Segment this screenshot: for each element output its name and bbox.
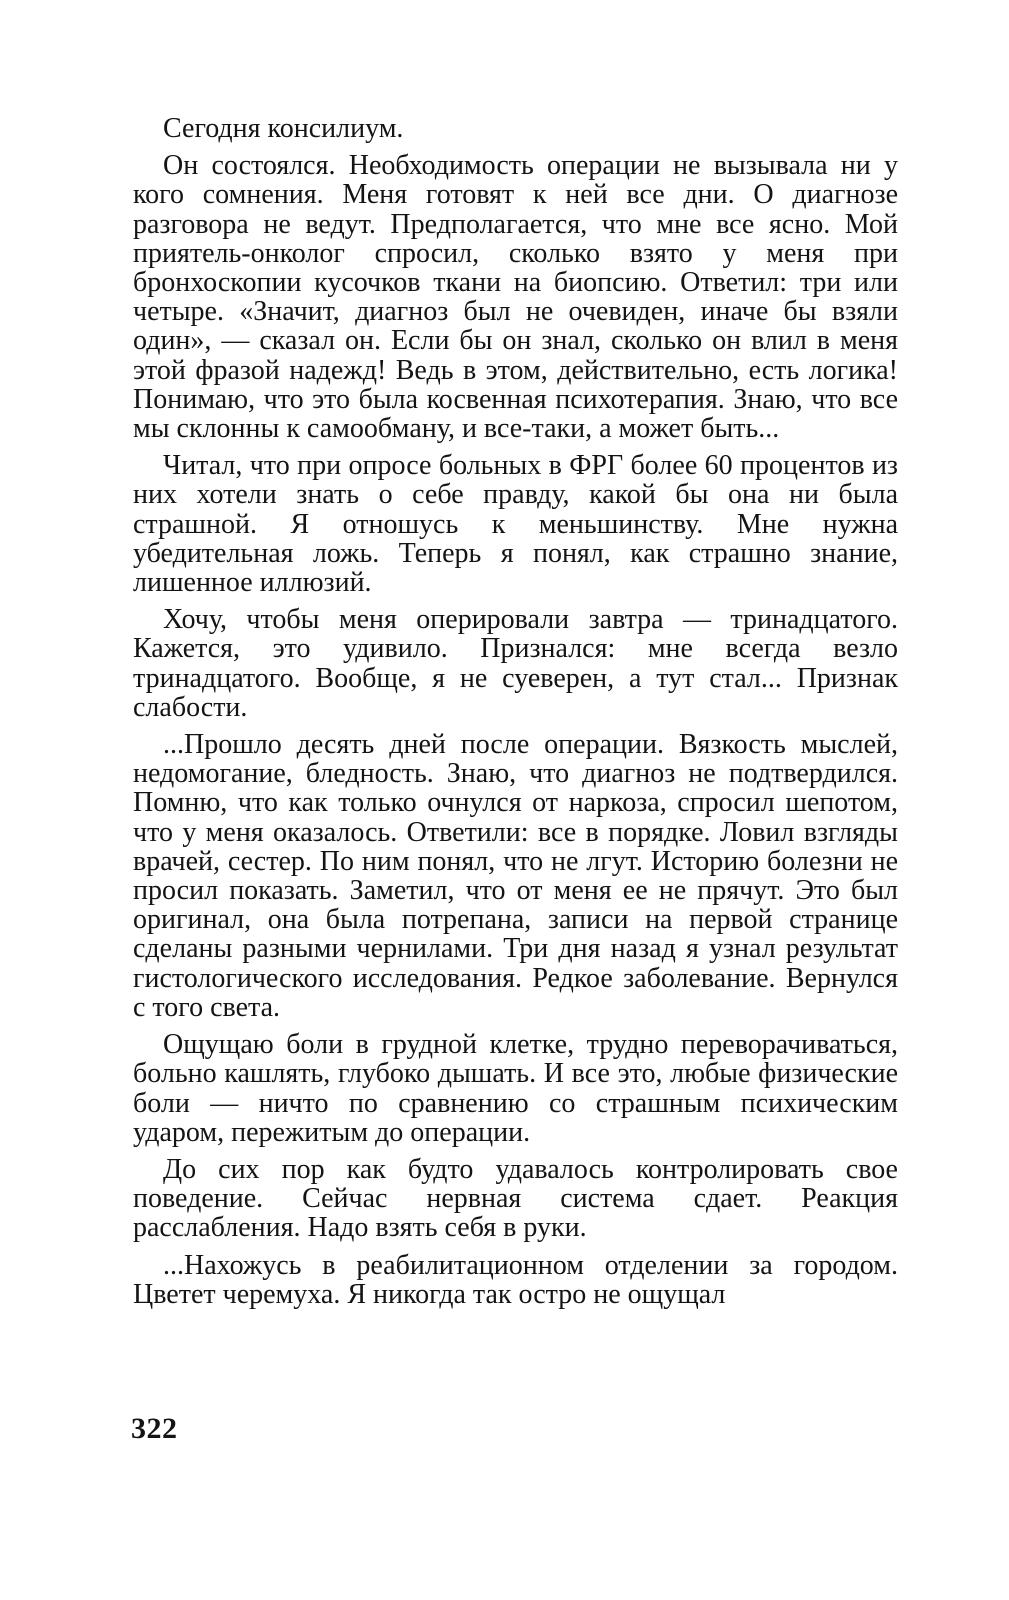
paragraph-3: Читал, что при опросе больных в ФРГ более 60 процентов из них хотели знать о себе правду, какой бы она ни была страшной. Я отношусь к меньшинству. Мне нужна убедительная ложь. Теперь я понял, как страшно знание, лишенное иллюзий.: [133, 450, 898, 599]
paragraph-5: ...Прошло десять дней после операции. Вязкость мыслей, недомогание, бледность. Знаю, что диагноз не подтвердился. Помню, что как только очнулся от наркоза, спросил шепотом, что у меня оказалось. Ответили: все в порядке. Ловил взгляды врачей, сестер. По ним понял, что не лгут. Историю болезни не просил показать. Заметил, что от меня ее не прячут. Это был оригинал, она была потрепана, записи на первой странице сделаны разными чернилами. Три дня назад я узнал результат гистологического исследования. Редкое заболевание. Вернулся с того света.: [133, 729, 898, 1023]
paragraph-1: Сегодня консилиум.: [163, 113, 404, 144]
paragraph-2: Он состоялся. Необходимость операции не вызывала ни у кого сомнения. Меня готовят к ней все дни. О диагнозе разговора не ведут. Предполагается, что мне все ясно. Мой приятель-онколог спросил, сколько взято у меня при бронхоскопии кусочков ткани на биопсию. Ответил: три или четыре. «Значит, диагноз был не очевиден, иначе бы взяли один», — сказал он. Если бы он знал, сколько он влил в меня этой фразой надежд! Ведь в этом, действительно, есть логика! Понимаю, что это была косвенная психотерапия. Знаю, что все мы склонны к самообману, и все-таки, а может быть...: [133, 150, 898, 445]
paragraph-7: До сих пор как будто удавалось контролировать свое поведение. Сейчас нервная система сдает. Реакция расслабления. Надо взять себя в руки.: [133, 1153, 898, 1244]
page-number: 322: [131, 1412, 178, 1445]
paragraph-6: Ощущаю боли в грудной клетке, трудно переворачиваться, больно кашлять, глубоко дышать. И все это, любые физические боли — ничто по сравнению со страшным психическим ударом, пережитым до операции.: [133, 1029, 898, 1148]
page-body: [133, 114, 898, 1317]
paragraph-8: ...Нахожусь в реабилитационном отделении за городом. Цветет черемуха. Я никогда так остро не ощущал: [133, 1249, 898, 1310]
paragraph-4: Хочу, чтобы меня оперировали завтра — тринадцатого. Кажется, это удивило. Признался: мне всегда везло тринадцатого. Вообще, я не суеверен, а тут стал... Признак слабости.: [133, 604, 898, 723]
